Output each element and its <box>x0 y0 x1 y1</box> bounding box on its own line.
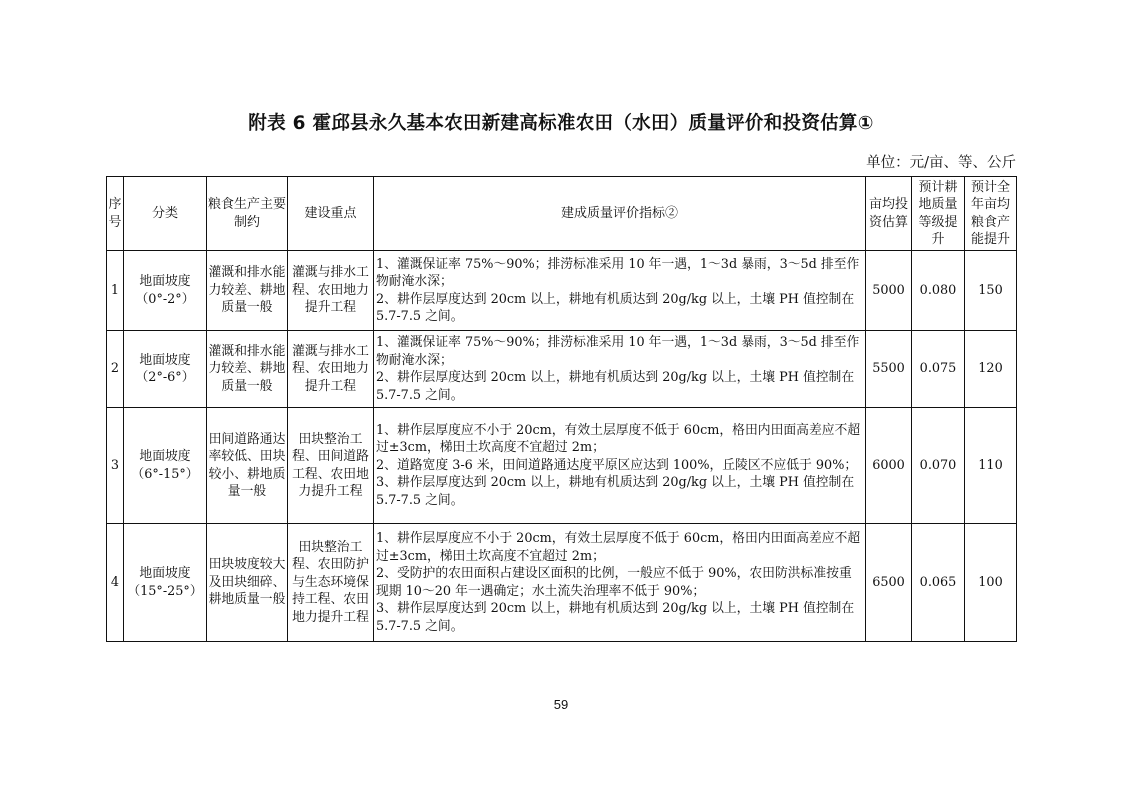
row-grade: 0.065 <box>912 524 965 642</box>
row-yield: 110 <box>965 408 1017 524</box>
row-constraint: 田块坡度较大及田块细碎、耕地质量一般 <box>207 524 288 642</box>
row-category: 地面坡度（6°-15°） <box>124 408 207 524</box>
row-index: 2 <box>107 331 124 408</box>
page-title: 附表 6 霍邱县永久基本农田新建高标准农田（水田）质量评价和投资估算① <box>248 113 874 134</box>
row-grade: 0.075 <box>912 331 965 408</box>
indicator-line: 2、受防护的农田面积占建设区面积的比例，一般应不低于 90%，农田防洪标准按重现期 10～20 年一遇确定；水土流失治理率不低于 90%； <box>376 566 852 599</box>
indicator-line: 1、灌溉保证率 75%～90%；排涝标准采用 10 年一遇，1～3d 暴雨，3～5d 排至作物耐淹水深； <box>376 335 860 368</box>
header-investment: 亩均投资估算 <box>866 177 912 251</box>
row-indicators <box>374 251 866 331</box>
header-index: 序号 <box>107 177 124 251</box>
row-constraint: 灌溉和排水能力较差、耕地质量一般 <box>207 251 288 331</box>
indicator-line: 1、耕作层厚度应不小于 20cm，有效土层厚度不低于 60cm，格田内田面高差应不超过±3cm，梯田土坎高度不宜超过 2m； <box>376 422 861 456</box>
row-category: 地面坡度（0°-2°） <box>124 251 207 331</box>
row-category: 地面坡度（15°-25°） <box>124 524 207 642</box>
header-category: 分类 <box>124 177 207 251</box>
row-grade: 0.080 <box>912 251 965 331</box>
row-category: 地面坡度（2°-6°） <box>124 331 207 408</box>
row-yield: 120 <box>965 331 1017 408</box>
row-constraint: 田间道路通达率较低、田块较小、耕地质量一般 <box>207 408 288 524</box>
indicator-line: 3、耕作层厚度达到 20cm 以上，耕地有机质达到 20g/kg 以上，土壤 PH 值控制在 5.7-7.5 之间。 <box>376 601 855 634</box>
row-index: 1 <box>107 251 124 331</box>
indicator-line: 2、道路宽度 3-6 米，田间道路通达度平原区应达到 100%，丘陵区不应低于 90%； <box>376 457 858 473</box>
row-indicators <box>374 524 866 642</box>
row-investment: 6000 <box>866 408 912 524</box>
indicator-line: 3、耕作层厚度达到 20cm 以上，耕地有机质达到 20g/kg 以上，土壤 PH 值控制在 5.7-7.5 之间。 <box>376 475 855 508</box>
table-row <box>107 524 1017 642</box>
unit-label: 单位：元/亩、等、公斤 <box>866 155 1016 171</box>
row-investment: 5000 <box>866 251 912 331</box>
row-focus: 田块整治工程、田间道路工程、农田地力提升工程 <box>288 408 374 524</box>
row-investment: 6500 <box>866 524 912 642</box>
table-row <box>107 331 1017 408</box>
header-yield: 预计全年亩均粮食产能提升 <box>965 177 1017 251</box>
table-row <box>107 251 1017 331</box>
row-focus: 田块整治工程、农田防护与生态环境保持工程、农田地力提升工程 <box>288 524 374 642</box>
row-index: 3 <box>107 408 124 524</box>
row-yield: 150 <box>965 251 1017 331</box>
indicator-line: 1、灌溉保证率 75%～90%；排涝标准采用 10 年一遇，1～3d 暴雨，3～5d 排至作物耐淹水深； <box>376 256 860 289</box>
header-focus: 建设重点 <box>288 177 374 251</box>
row-yield: 100 <box>965 524 1017 642</box>
indicator-line: 2、耕作层厚度达到 20cm 以上，耕地有机质达到 20g/kg 以上，土壤 PH 值控制在 5.7-7.5 之间。 <box>376 291 855 324</box>
row-focus: 灌溉与排水工程、农田地力提升工程 <box>288 251 374 331</box>
row-index: 4 <box>107 524 124 642</box>
row-indicators <box>374 331 866 408</box>
header-constraint: 粮食生产主要制约 <box>207 177 288 251</box>
row-investment: 5500 <box>866 331 912 408</box>
quality-investment-table <box>106 176 1017 642</box>
row-constraint: 灌溉和排水能力较差、耕地质量一般 <box>207 331 288 408</box>
row-focus: 灌溉与排水工程、农田地力提升工程 <box>288 331 374 408</box>
indicator-line: 1、耕作层厚度应不小于 20cm，有效土层厚度不低于 60cm，格田内田面高差应不超过±3cm，梯田土坎高度不宜超过 2m； <box>376 531 861 564</box>
indicator-line: 2、耕作层厚度达到 20cm 以上，耕地有机质达到 20g/kg 以上，土壤 PH 值控制在 5.7-7.5 之间。 <box>376 370 855 403</box>
table-header-row <box>107 177 1017 251</box>
row-grade: 0.070 <box>912 408 965 524</box>
row-indicators <box>374 408 866 524</box>
header-grade: 预计耕地质量等级提升 <box>912 177 965 251</box>
header-indicators: 建成质量评价指标② <box>374 177 866 251</box>
table-row <box>107 408 1017 524</box>
page-number: 59 <box>553 697 569 712</box>
